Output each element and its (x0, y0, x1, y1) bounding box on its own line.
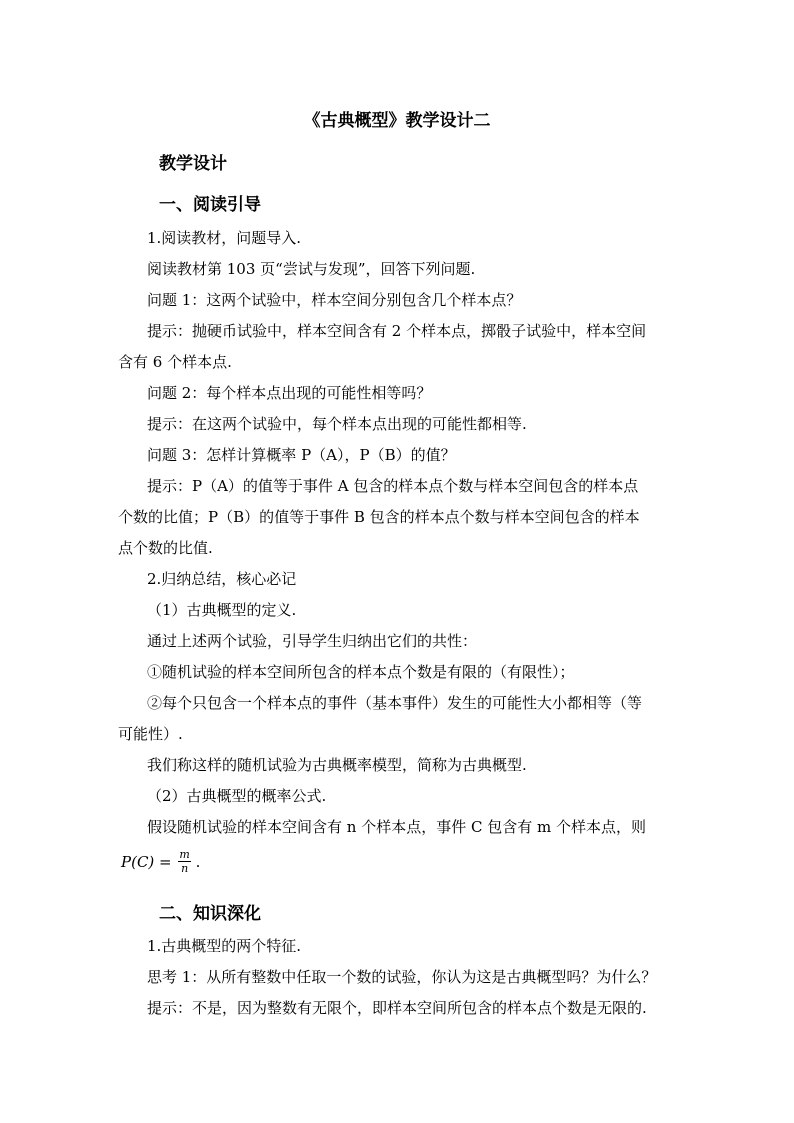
formula-period: . (195, 852, 201, 871)
paragraph-line: 提示：不是，因为整数有无限个，即样本空间所包含的样本点个数是无限的. (147, 999, 647, 1017)
paragraph-line: 1.阅读教材，问题导入. (147, 229, 302, 247)
formula-numerator: m (179, 848, 190, 861)
paragraph-line: 假设随机试验的样本空间含有 n 个样本点，事件 C 包含有 m 个样本点，则 (147, 818, 646, 836)
paragraph-line: 个数的比值；P（B）的值等于事件 B 包含的样本点个数与样本空间包含的样本 (118, 508, 640, 526)
section-heading-reading-guide: 一、阅读引导 (159, 195, 261, 215)
paragraph-line: ①随机试验的样本空间所包含的样本点个数是有限的（有限性）； (147, 663, 575, 681)
section-heading-knowledge-deepening: 二、知识深化 (159, 904, 261, 924)
paragraph-line: 2.归纳总结，核心必记 (147, 570, 297, 588)
paragraph-line: 思考 1：从所有整数中任取一个数的试验，你认为这是古典概型吗？为什么？ (147, 968, 657, 986)
paragraph-line: （1）古典概型的定义. (147, 601, 297, 619)
paragraph-line: 阅读教材第 103 页“尝试与发现”，回答下列问题. (147, 260, 476, 278)
paragraph-line: 提示：抛硬币试验中，样本空间含有 2 个样本点，掷骰子试验中，样本空间 (147, 322, 647, 340)
probability-formula (121, 848, 200, 888)
paragraph-line: （2）古典概型的概率公式. (147, 787, 327, 805)
paragraph-line: 可能性）. (118, 725, 183, 743)
paragraph-line: 提示：在这两个试验中，每个样本点出现的可能性都相等. (147, 415, 527, 433)
formula-lhs: P(C) = (121, 852, 172, 871)
paragraph-line: ②每个只包含一个样本点的事件（基本事件）发生的可能性大小都相等（等 (147, 694, 643, 712)
paragraph-line: 通过上述两个试验，引导学生归纳出它们的共性： (147, 632, 478, 650)
formula-fraction (178, 848, 190, 875)
paragraph-line: 我们称这样的随机试验为古典概率模型，简称为古典概型. (147, 756, 527, 774)
document-title: 《古典概型》教学设计二 (303, 111, 491, 131)
formula-denominator: n (181, 862, 189, 875)
paragraph-line: 含有 6 个样本点. (118, 353, 232, 371)
paragraph-line: 1.古典概型的两个特征. (147, 937, 302, 955)
heading-teaching-design: 教学设计 (159, 154, 227, 174)
paragraph-line: 问题 3：怎样计算概率 P（A），P（B）的值？ (147, 446, 456, 464)
paragraph-line: 问题 1：这两个试验中，样本空间分别包含几个样本点？ (147, 291, 522, 309)
paragraph-line: 问题 2：每个样本点出现的可能性相等吗？ (147, 384, 432, 402)
paragraph-line: 点个数的比值. (118, 539, 213, 557)
paragraph-line: 提示：P（A）的值等于事件 A 包含的样本点个数与样本空间包含的样本点 (147, 477, 639, 495)
